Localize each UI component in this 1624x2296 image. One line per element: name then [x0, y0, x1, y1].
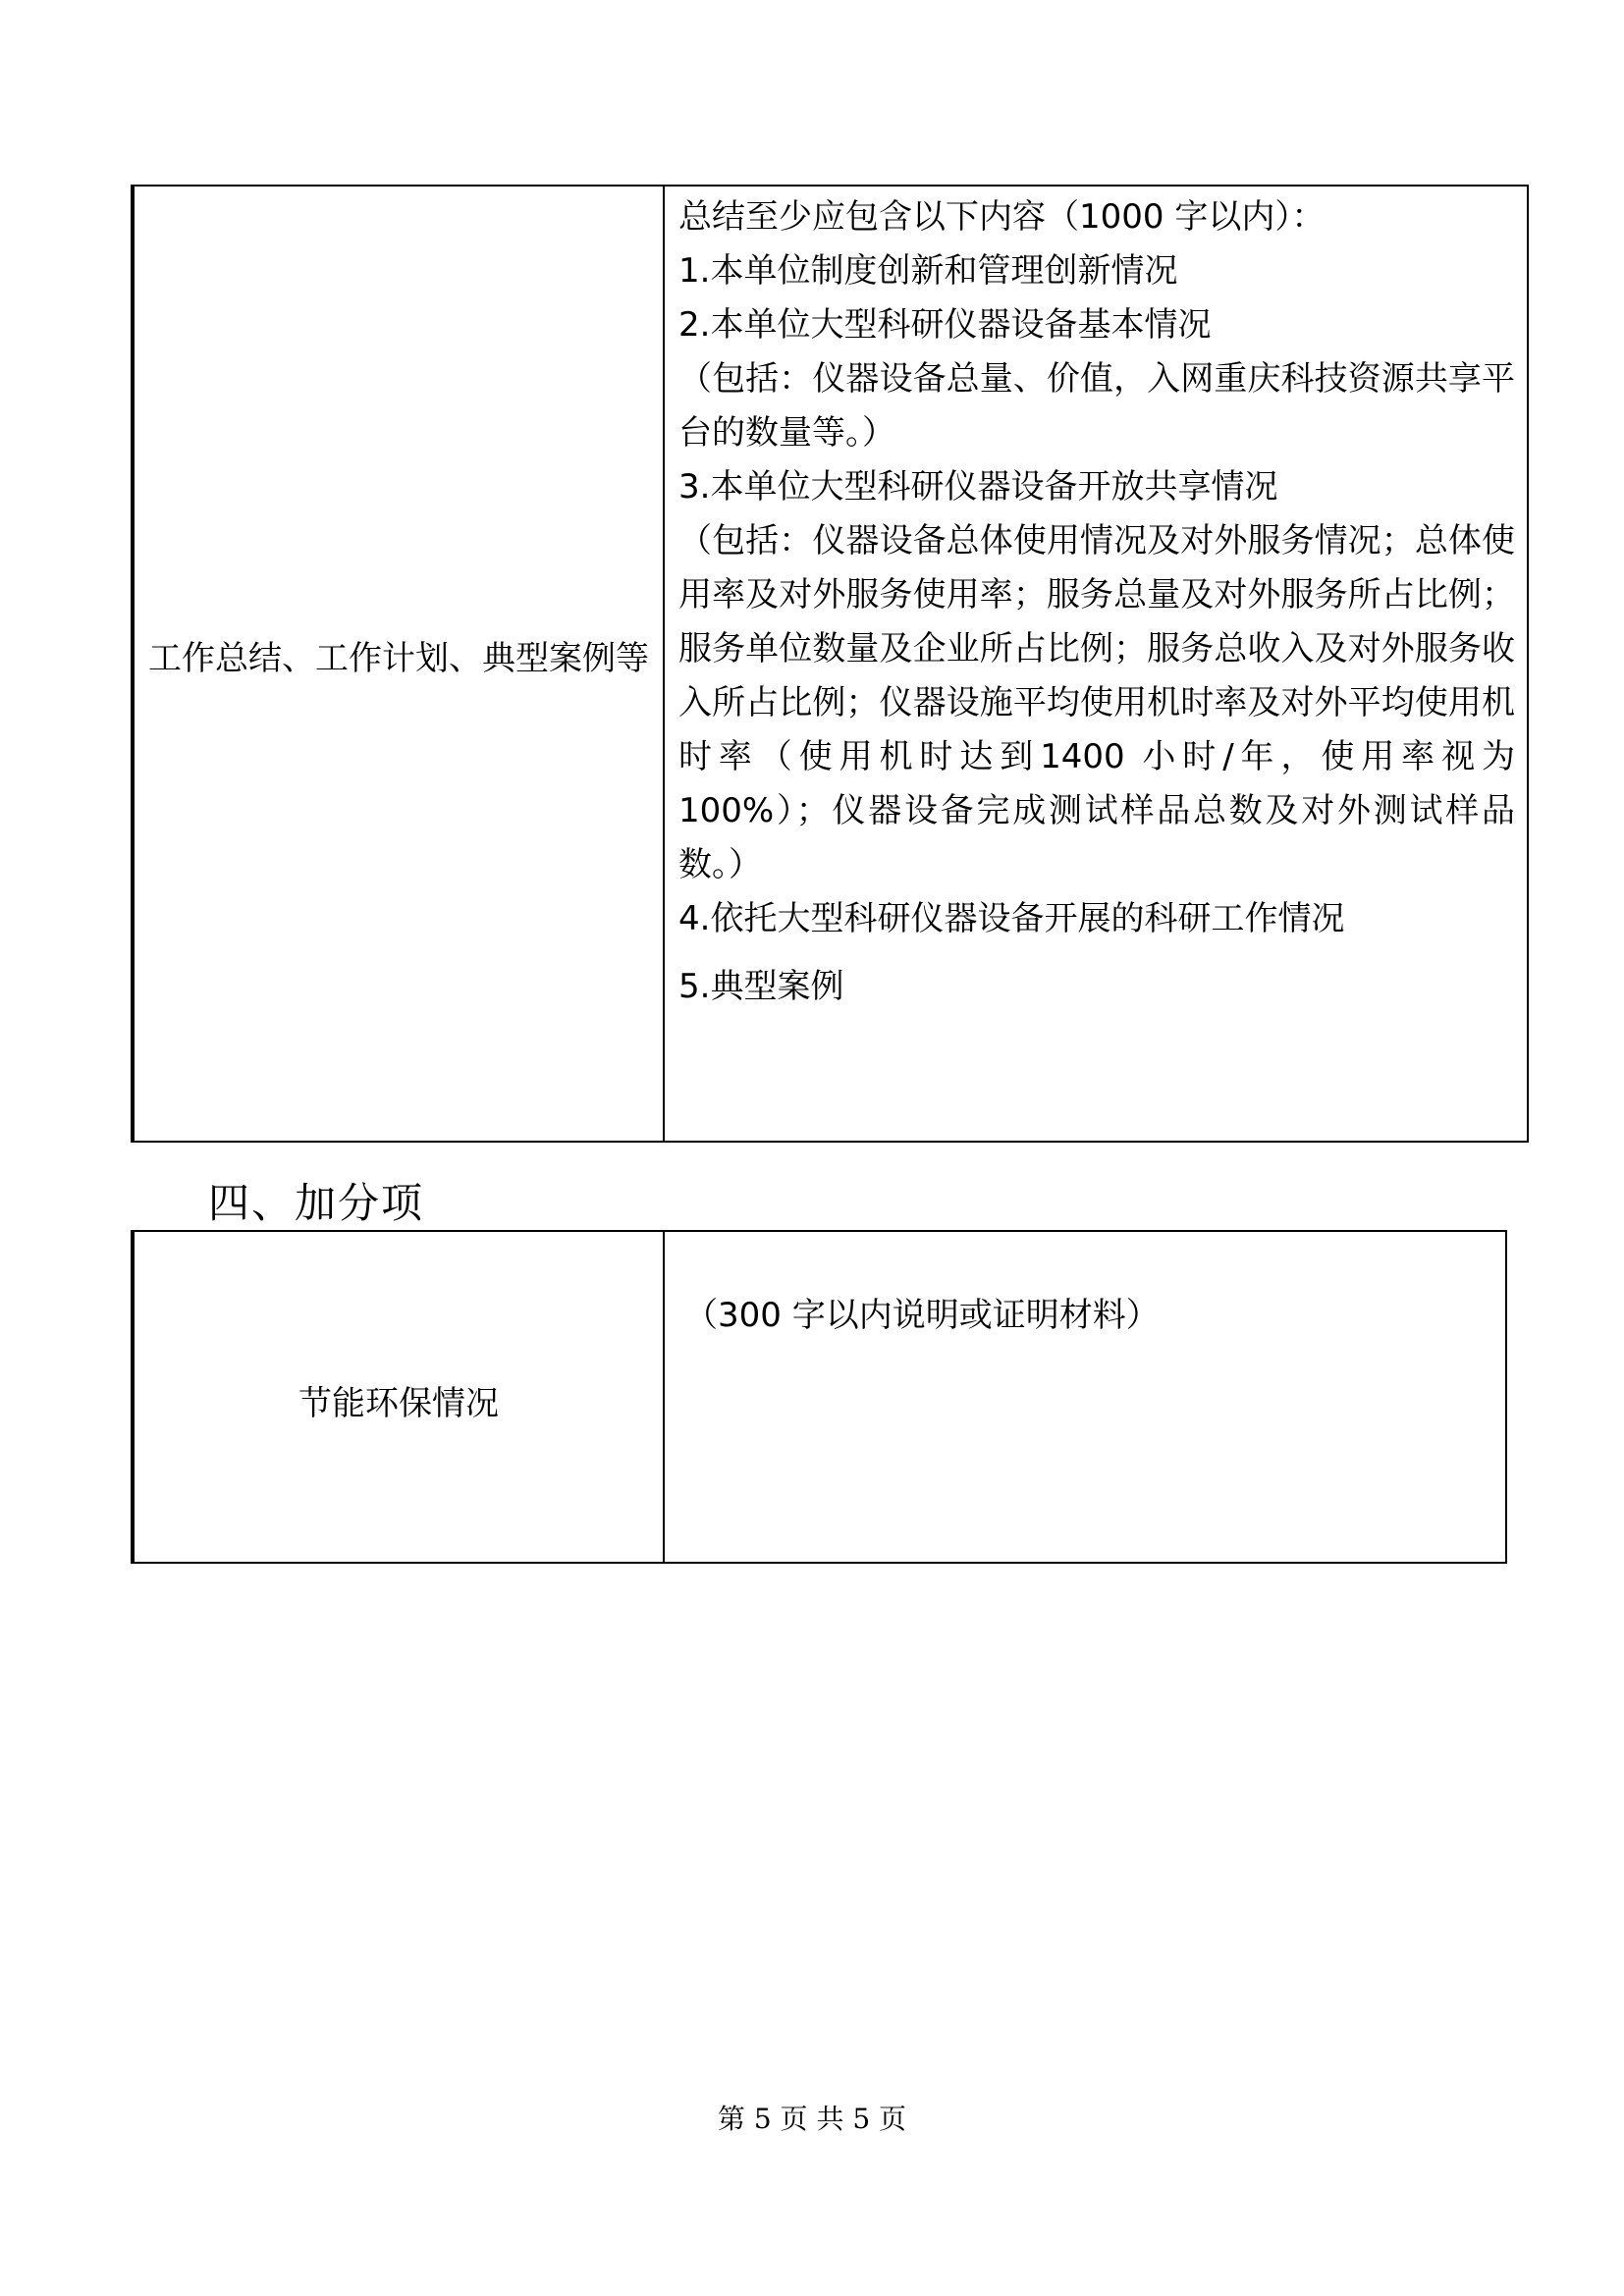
bonus-label-cell [135, 1232, 665, 1562]
bonus-label: 节能环保情况 [298, 1384, 499, 1423]
summary-item-2-detail: （包括：仪器设备总量、价值，入网重庆科技资源共享平台的数量等。） [678, 359, 1515, 453]
summary-item-3-detail: （包括：仪器设备总体使用情况及对外服务情况；总体使用率及对外服务使用率；服务总量及对外服务所占比例；服务单位数量及企业所占比例；服务总收入及对外服务收入所占比例；仪器设施平均使用机时率及对外平均使用机时率（使用机时达到1400 小时/年，使用率视为 100%）；仪器设备完成测试样品总数及对外测试样品数。） [678, 521, 1515, 884]
summary-item-3: 3.本单位大型科研仪器设备开放共享情况 [678, 467, 1278, 507]
bonus-table [131, 1230, 1507, 1564]
page-number: 第 5 页 共 5 页 [717, 2103, 907, 2135]
summary-item-2: 2.本单位大型科研仪器设备基本情况 [678, 305, 1212, 345]
summary-content-cell [665, 187, 1527, 1141]
summary-item-1: 1.本单位制度创新和管理创新情况 [678, 251, 1178, 291]
summary-label: 工作总结、工作计划、典型案例等 [148, 639, 649, 678]
summary-item-5: 5.典型案例 [678, 967, 844, 1006]
bonus-content-cell[interactable] [665, 1232, 1505, 1562]
bonus-note: （300 字以内说明或证明材料） [684, 1296, 1160, 1335]
summary-item-4: 4.依托大型科研仪器设备开展的科研工作情况 [678, 899, 1345, 938]
summary-intro: 总结至少应包含以下内容（1000 字以内）： [678, 197, 1326, 237]
section-heading: 四、加分项 [208, 1179, 425, 1227]
summary-table [131, 185, 1529, 1143]
summary-label-cell [135, 187, 665, 1141]
